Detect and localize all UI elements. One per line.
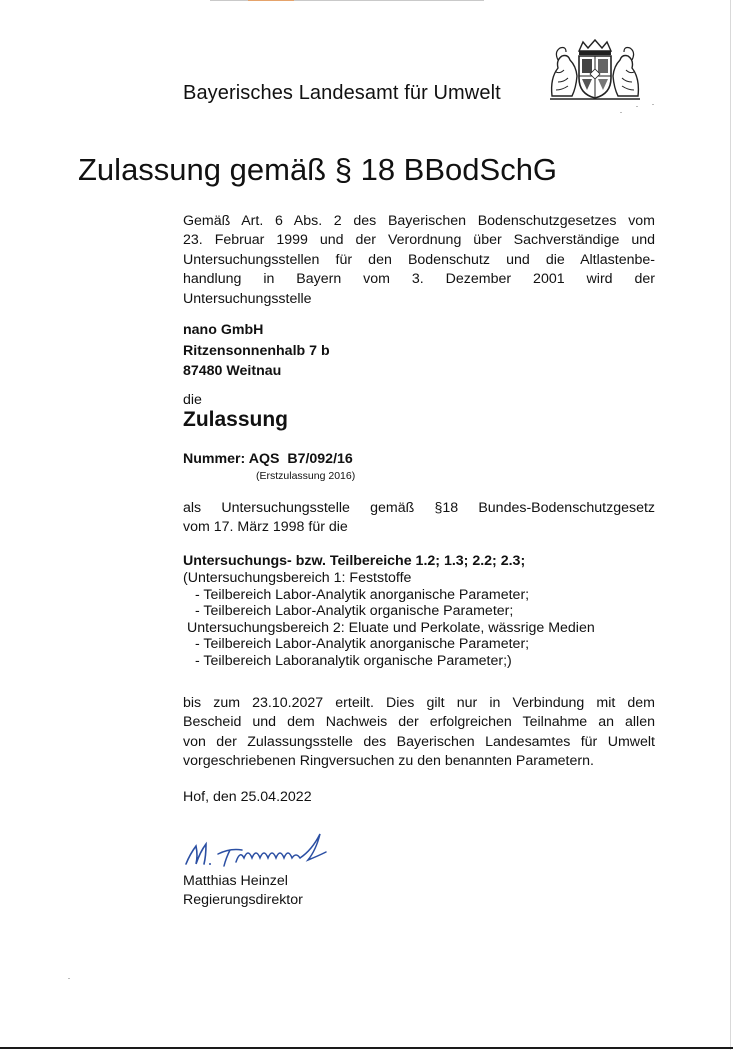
validity-line: Bescheid und dem Nachweis der erfolgreichen Teilnahme an allen bbox=[183, 714, 655, 731]
scan-speck bbox=[636, 106, 638, 107]
intro-line: Gemäß Art. 6 Abs. 2 des Bayerischen Bodenschutzgesetzes vom bbox=[183, 213, 655, 229]
company-name: nano GmbH bbox=[183, 322, 264, 338]
als-line: vom 17. März 1998 für die bbox=[183, 519, 348, 536]
intro-line: handlung in Bayern vom 3. Dezember 2001 wird der bbox=[183, 271, 655, 288]
scan-bottom-edge bbox=[0, 1047, 733, 1049]
intro-paragraph bbox=[183, 212, 655, 309]
company-address bbox=[183, 320, 655, 382]
list-item: - Teilbereich Labor-Analytik organische Parameter; bbox=[195, 603, 514, 620]
als-line: als Untersuchungsstelle gemäß §18 Bundes-Bodenschutzgesetz bbox=[183, 500, 655, 516]
signer-name: Matthias Heinzel bbox=[183, 873, 288, 889]
list-item: - Teilbereich Laboranalytik organische Parameter;) bbox=[195, 652, 512, 669]
company-city: 87480 Weitnau bbox=[183, 363, 282, 379]
first-approval-note: (Erstzulassung 2016) bbox=[256, 470, 356, 482]
place-date: Hof, den 25.04.2022 bbox=[183, 789, 312, 805]
handwritten-signature bbox=[180, 828, 340, 876]
authority-name: Bayerisches Landesamt für Umwelt bbox=[183, 82, 501, 104]
bereiche-list bbox=[183, 570, 595, 670]
scan-right-edge bbox=[730, 0, 731, 1050]
validity-paragraph bbox=[183, 694, 655, 772]
bereiche-heading: Untersuchungs- bzw. Teilbereiche 1.2; 1.3; 2.2; 2.3; bbox=[183, 553, 526, 569]
list-item: - Teilbereich Labor-Analytik anorganische Parameter; bbox=[195, 636, 530, 653]
scan-top-edge bbox=[0, 0, 733, 2]
signer-block bbox=[183, 872, 655, 910]
validity-line: von der Zulassungsstelle des Bayerischen Landesamtes für Umwelt bbox=[183, 733, 655, 750]
approval-number bbox=[183, 451, 353, 467]
zulassung-heading: Zulassung bbox=[183, 408, 289, 431]
intro-line: 23. Februar 1999 und der Verordnung über Sachverständige und bbox=[183, 232, 655, 249]
die-text: die bbox=[183, 392, 202, 408]
scan-speck bbox=[68, 978, 70, 979]
signer-position: Regierungsdirektor bbox=[183, 892, 303, 908]
document-title: Zulassung gemäß § 18 BBodSchG bbox=[78, 152, 558, 187]
list-item: (Untersuchungsbereich 1: Feststoffe bbox=[183, 570, 412, 586]
validity-line: vorgeschriebenen Ringversuchen zu den benannten Parametern. bbox=[183, 753, 594, 770]
list-item: Untersuchungsbereich 2: Eluate und Perkolate, wässrige Medien bbox=[187, 619, 595, 636]
scan-speck bbox=[652, 104, 654, 105]
bavarian-coat-of-arms-icon bbox=[546, 38, 644, 102]
als-paragraph bbox=[183, 499, 655, 538]
approval-number-text: Nummer: AQS B7/092/16 bbox=[183, 451, 353, 467]
company-street: Ritzensonnenhalb 7 b bbox=[183, 342, 330, 359]
scan-speck bbox=[620, 112, 622, 113]
validity-line: bis zum 23.10.2027 erteilt. Dies gilt nur in Verbindung mit dem bbox=[183, 695, 655, 711]
list-item: - Teilbereich Labor-Analytik anorganische Parameter; bbox=[195, 586, 530, 603]
intro-line: Untersuchungsstelle bbox=[183, 290, 312, 307]
intro-line: Untersuchungsstellen für den Bodenschutz und die Altlastenbe- bbox=[183, 251, 655, 268]
